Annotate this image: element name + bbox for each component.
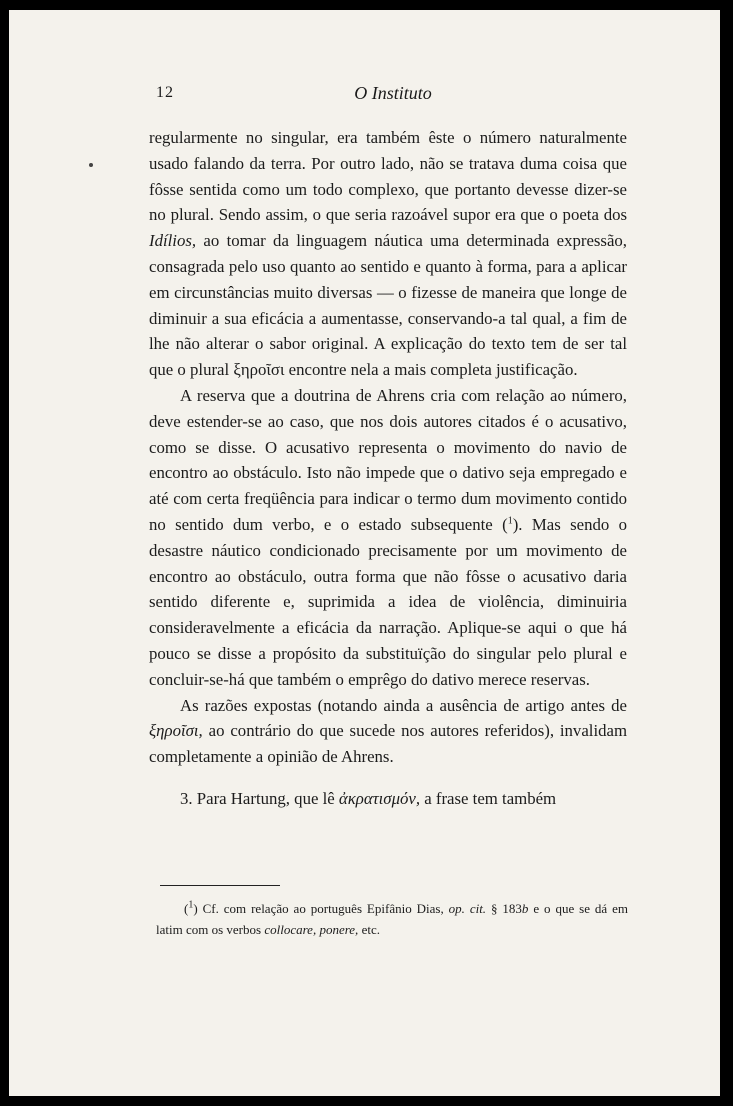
paragraph-4-text-b: a frase tem também xyxy=(420,788,557,808)
body-text xyxy=(149,125,627,812)
footnote-latin-verbs: collocare, ponere, xyxy=(264,922,359,937)
footnote-text-b-italic: b xyxy=(521,901,529,916)
paragraph-2 xyxy=(149,383,627,693)
footnote-text-a: Cf. com relação ao português Epifânio Dias, xyxy=(197,901,449,916)
paragraph-3-text-a: As razões expostas (notando ainda a ausência de artigo antes de xyxy=(180,695,627,715)
document-page xyxy=(9,10,720,1096)
greek-word: ἀκρατισμόν, xyxy=(338,788,421,808)
footnote-rule xyxy=(160,885,280,886)
paragraph-1-text-b: ao tomar da linguagem náutica uma determinada expressão, consagrada pelo uso quanto ao sentido e quanto à forma, para a aplicar em circunstâncias muito diversas — o fizesse de maneira que longe de diminuir a sua eficácia a aumentasse, conservando-a tal qual, a fim de lhe não alterar o sabor original. A explicação do texto tem de ser tal que o plural xyxy=(149,231,627,380)
footnote-text: ($^1$) Cf. com relação ao português Epifânio Dias, op. cit. § 183b e o que se dá em latim com os verbos collocare, ponere, etc. xyxy=(156,899,628,937)
running-title: O Instituto xyxy=(354,83,432,103)
page-header xyxy=(153,76,633,106)
paragraph-4 xyxy=(149,786,627,812)
idilios-italic: Idílios, xyxy=(149,231,197,251)
paragraph-1-text-a: regularmente no singular, era também êste o número naturalmente usado falando da terra. Por outro lado, não se tratava duma coisa que fôsse sentida como um todo complexo, que portanto devesse dizer-se no plural. Sendo assim, o que seria razoável supor era que o poeta dos xyxy=(149,128,627,225)
footnote-text-c: e o que se dá em latim com os verbos xyxy=(156,901,628,937)
paragraph-3-text-b: ao contrário do que sucede nos autores referidos), invalidam completamente a opinião de Ahrens. xyxy=(149,721,627,767)
footnote xyxy=(156,898,628,940)
paragraph-2-text-a: A reserva que a doutrina de Ahrens cria com relação ao número, deve estender-se ao caso, que nos dois autores citados é o acusativo, como se disse. O acusativo representa o movimento do navio de encontro ao obstáculo. Isto não impede que o dativo seja empregado e até com certa freqüência para indicar o termo dum movimento contido no sentido dum verbo, e o estado subsequente ( xyxy=(149,385,627,534)
paragraph-4-text-a: 3. Para Hartung, que lê xyxy=(180,788,339,808)
paragraph-1 xyxy=(149,125,627,383)
footnote-text-b: § 183 xyxy=(486,901,522,916)
paragraph-2-text-b: ). Mas sendo o desastre náutico condicionado precisamente por um movimento de encontro ao obstáculo, outra forma que não fôsse o acusativo daria sentido diferente e, suprimida a idea de violência, diminuiria consideravelmente a eficácia da narração. Aplique-se aqui o que há pouco se disse a propósito da substituïção do singular pelo plural e concluir-se-há que também o emprêgo do dativo merece reservas. xyxy=(149,514,627,689)
footnote-op-cit: op. cit. xyxy=(448,901,487,916)
footnote-text-d: etc. xyxy=(358,922,380,937)
footnote-reference: 1 xyxy=(507,515,513,527)
page-number: 12 xyxy=(156,84,174,101)
stray-ink-mark xyxy=(89,163,93,167)
greek-word: ξηροῖσι, xyxy=(149,721,203,741)
footnote-marker: 1 xyxy=(188,899,194,911)
paragraph-1-text-c: encontre nela a mais completa justificação. xyxy=(284,360,578,380)
paragraph-3 xyxy=(149,693,627,770)
greek-word: ξηροῖσι xyxy=(233,360,285,380)
